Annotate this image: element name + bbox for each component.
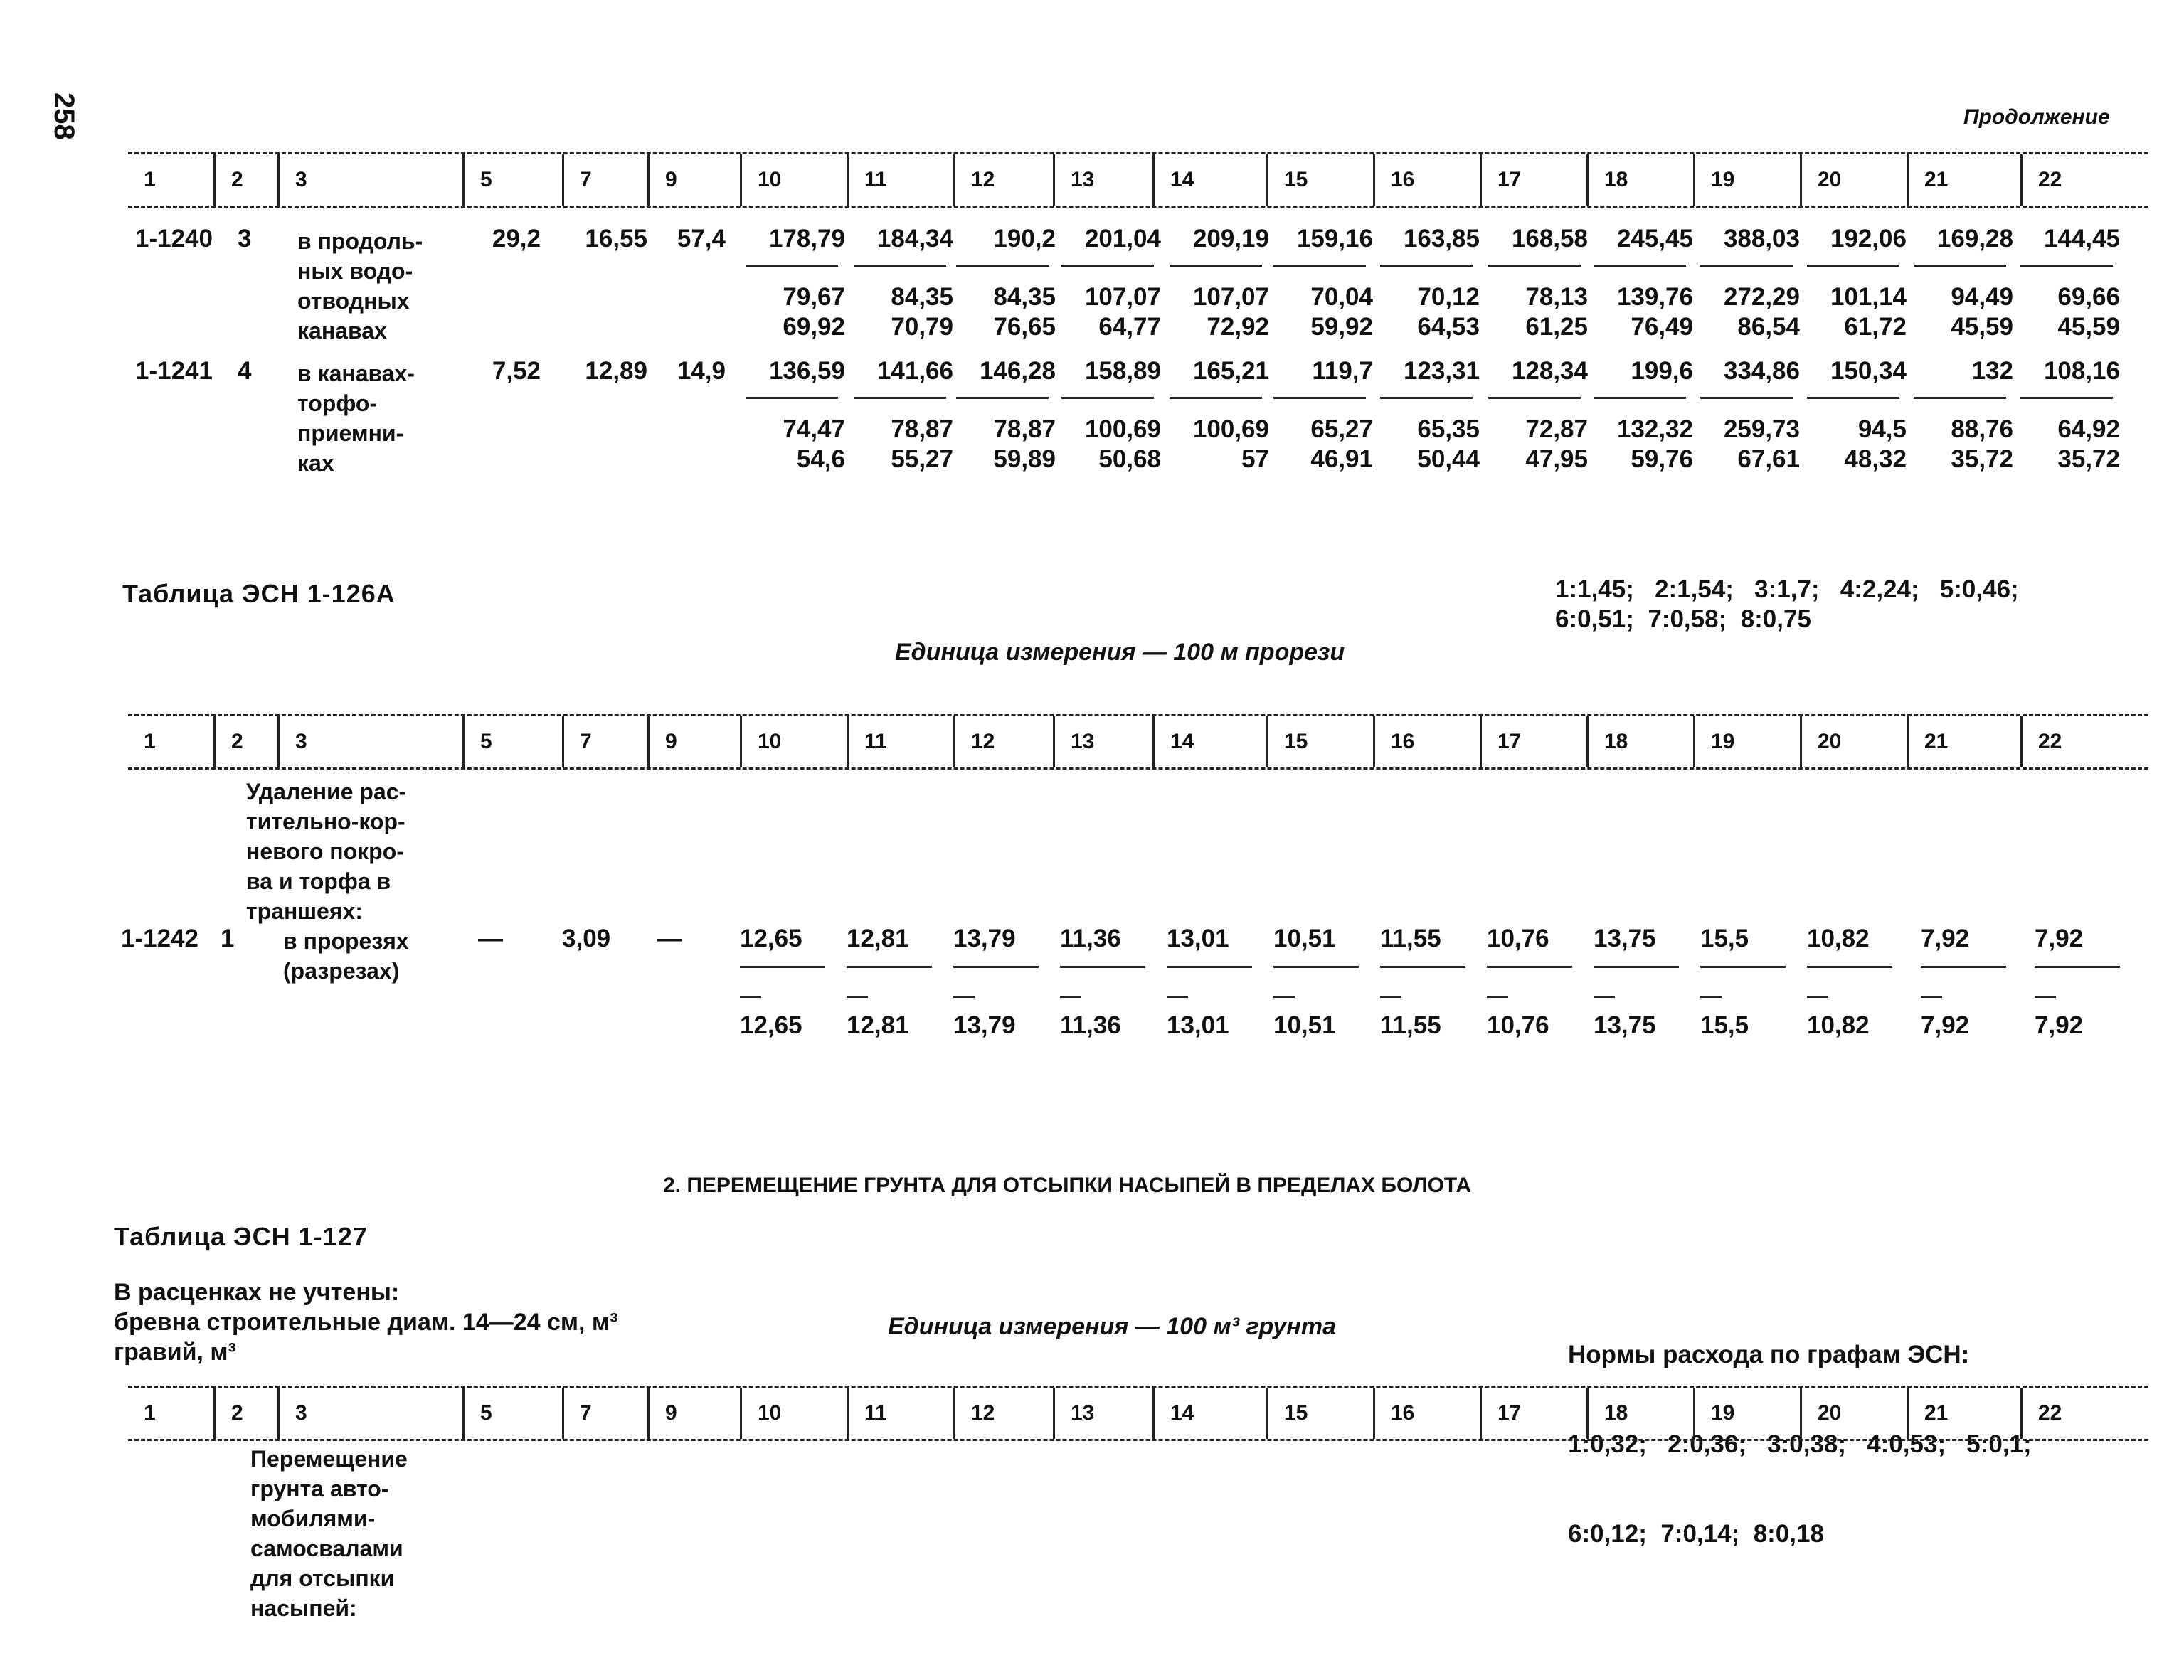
header-col-18: 18	[1586, 716, 1693, 767]
fraction-dash	[1487, 996, 1508, 998]
fraction-dash	[1380, 996, 1401, 998]
cell-col7: 12,89	[585, 357, 647, 385]
fraction-line	[1487, 966, 1572, 968]
table2-coef-line2: 6:0,51; 7:0,58; 8:0,75	[1555, 605, 1811, 633]
header-col-19: 19	[1693, 716, 1800, 767]
fraction-line	[1060, 966, 1145, 968]
cell-top: 168,58	[1511, 225, 1588, 252]
cell-mid: 259,73	[1723, 415, 1800, 443]
header-col-18: 18	[1586, 154, 1693, 206]
row-num: 1	[221, 925, 235, 952]
cell-col9: 14,9	[677, 357, 726, 385]
cell-mid: 70,04	[1310, 283, 1373, 311]
cell-mid: 64,92	[2057, 415, 2120, 443]
cell-bot: 70,79	[891, 313, 953, 341]
table3-desc	[250, 1444, 408, 1623]
cell-top: 10,51	[1273, 925, 1336, 952]
cell-top: 10,82	[1807, 925, 1870, 952]
fraction-line	[1167, 966, 1252, 968]
cell-bot: 35,72	[2057, 445, 2120, 473]
cell-bot: 10,51	[1273, 1011, 1336, 1039]
cell-bot: 54,6	[796, 445, 845, 473]
fraction-dash	[1700, 996, 1722, 998]
cell-mid: 139,76	[1616, 283, 1693, 311]
cell-bot: 57	[1241, 445, 1269, 473]
header-col-13: 13	[1053, 1388, 1152, 1439]
fraction-line	[854, 265, 946, 267]
fraction-dash	[847, 996, 868, 998]
fraction-dash	[2035, 996, 2056, 998]
desc-line: в канавах-	[297, 361, 415, 386]
fraction-line	[854, 397, 946, 399]
cell-bot: 72,92	[1207, 313, 1269, 341]
desc-line: канавах	[297, 318, 387, 344]
fraction-line	[1914, 265, 2006, 267]
cell-bot: 55,27	[891, 445, 953, 473]
fraction-line	[956, 397, 1049, 399]
cell-bot: 46,91	[1310, 445, 1373, 473]
cell-mid: 101,14	[1830, 283, 1907, 311]
cell-mid: 94,5	[1857, 415, 1907, 443]
cell-mid: 132,32	[1616, 415, 1693, 443]
desc-line: для отсыпки	[250, 1565, 395, 1591]
cell-bot: 45,59	[2057, 313, 2120, 341]
fraction-line	[1921, 966, 2006, 968]
fraction-line	[1273, 397, 1366, 399]
cell-col9: —	[657, 925, 682, 952]
fraction-line	[1807, 966, 1892, 968]
fraction-line	[847, 966, 932, 968]
desc-line: отводных	[297, 288, 410, 314]
cell-top: 7,92	[2035, 925, 2084, 952]
fraction-line	[1594, 397, 1686, 399]
cell-bot: 45,59	[1951, 313, 2013, 341]
header-col-15: 15	[1266, 716, 1373, 767]
fraction-line	[1914, 397, 2006, 399]
cell-mid: 72,87	[1525, 415, 1588, 443]
cell-top: 15,5	[1700, 925, 1749, 952]
cell-mid: 100,69	[1084, 415, 1161, 443]
cell-top: 10,76	[1487, 925, 1549, 952]
header-col-1: 1	[144, 730, 156, 753]
cell-bot: 59,89	[993, 445, 1056, 473]
cell-mid: 84,35	[891, 283, 953, 311]
continuation-label: Продолжение	[1963, 105, 2110, 129]
fraction-dash	[1921, 996, 1942, 998]
header-col-2: 2	[213, 1388, 277, 1439]
cell-top: 178,79	[768, 225, 845, 252]
header-col-18: 18	[1586, 1388, 1693, 1439]
fraction-line	[1807, 265, 1899, 267]
header-col-2: 2	[213, 716, 277, 767]
fraction-line	[956, 265, 1049, 267]
cell-top: 146,28	[979, 357, 1056, 385]
not-included-line: В расценках не учтены:	[114, 1279, 400, 1306]
table3-header	[128, 1386, 2148, 1441]
cell-top: 388,03	[1723, 225, 1800, 252]
cell-bot: 13,01	[1167, 1011, 1229, 1039]
cell-mid: 78,87	[891, 415, 953, 443]
cell-bot: 35,72	[1951, 445, 2013, 473]
row-desc	[297, 226, 423, 346]
cell-top: 132	[1971, 357, 2013, 385]
desc-line: Удаление рас-	[246, 779, 407, 804]
desc-line: грунта авто-	[250, 1476, 389, 1501]
header-col-3: 3	[277, 716, 462, 767]
header-col-12: 12	[953, 154, 1053, 206]
header-col-16: 16	[1373, 716, 1480, 767]
cell-bot: 76,65	[993, 313, 1056, 341]
header-col-21: 21	[1907, 154, 2020, 206]
fraction-dash	[953, 996, 975, 998]
cell-bot: 12,65	[740, 1011, 802, 1039]
header-col-20: 20	[1800, 154, 1907, 206]
not-included-line: бревна строительные диам. 14—24 см, м³	[114, 1309, 618, 1336]
fraction-line	[740, 966, 825, 968]
row-code: 1-1240	[135, 225, 213, 252]
cell-bot: 50,44	[1417, 445, 1480, 473]
cell-bot: 7,92	[2035, 1011, 2084, 1039]
header-col-7: 7	[562, 154, 647, 206]
header-col-12: 12	[953, 716, 1053, 767]
header-col-9: 9	[647, 154, 740, 206]
cell-bot: 69,92	[783, 313, 845, 341]
header-col-12: 12	[953, 1388, 1053, 1439]
cell-top: 169,28	[1936, 225, 2013, 252]
cell-mid: 272,29	[1723, 283, 1800, 311]
header-col-22: 22	[2020, 1388, 2148, 1439]
fraction-line	[1380, 966, 1465, 968]
fraction-line	[1380, 397, 1473, 399]
header-col-17: 17	[1480, 716, 1586, 767]
header-col-5: 5	[462, 154, 562, 206]
cell-mid: 84,35	[993, 283, 1056, 311]
cell-top: 11,55	[1380, 925, 1441, 952]
header-col-17: 17	[1480, 1388, 1586, 1439]
norms-line: Нормы расхода по графам ЭСН:	[1568, 1341, 1970, 1368]
desc-line: приемни-	[297, 420, 404, 446]
cell-bot: 64,53	[1417, 313, 1480, 341]
header-col-9: 9	[647, 716, 740, 767]
fraction-line	[1170, 397, 1262, 399]
header-col-7: 7	[562, 716, 647, 767]
row-desc	[283, 926, 409, 986]
desc-line: самосвалами	[250, 1536, 403, 1561]
header-col-2: 2	[213, 154, 277, 206]
cell-mid: 107,07	[1084, 283, 1161, 311]
desc-line: ных водо-	[297, 258, 413, 284]
cell-mid: 78,87	[993, 415, 1056, 443]
table3-unit: Единица измерения — 100 м³ грунта	[888, 1313, 1336, 1340]
table2-unit: Единица измерения — 100 м прорези	[895, 639, 1345, 666]
cell-top: 12,65	[740, 925, 802, 952]
cell-bot: 50,68	[1098, 445, 1161, 473]
cell-bot: 59,76	[1631, 445, 1693, 473]
cell-bot: 47,95	[1525, 445, 1588, 473]
desc-line: в прорезях	[283, 928, 409, 954]
cell-top: 165,21	[1192, 357, 1269, 385]
fraction-line	[1594, 966, 1679, 968]
cell-bot: 15,5	[1700, 1011, 1749, 1039]
fraction-line	[2035, 966, 2120, 968]
cell-bot: 48,32	[1844, 445, 1907, 473]
header-col-15: 15	[1266, 1388, 1373, 1439]
header-col-10: 10	[740, 716, 847, 767]
fraction-line	[1700, 966, 1786, 968]
cell-bot: 13,75	[1594, 1011, 1656, 1039]
cell-col5: 7,52	[492, 357, 541, 385]
cell-mid: 78,13	[1525, 283, 1588, 311]
cell-col5: —	[478, 925, 503, 952]
section2-heading: 2. ПЕРЕМЕЩЕНИЕ ГРУНТА ДЛЯ ОТСЫПКИ НАСЫПЕЙ В ПРЕДЕЛАХ БОЛОТА	[663, 1174, 1472, 1197]
cell-col5: 29,2	[492, 225, 541, 252]
header-col-21: 21	[1907, 716, 2020, 767]
table3-title: Таблица ЭСН 1-127	[114, 1222, 368, 1251]
cell-mid: 74,47	[783, 415, 845, 443]
not-included-line: гравий, м³	[114, 1339, 236, 1366]
desc-line: тительно-кор-	[246, 809, 405, 834]
fraction-line	[2020, 397, 2113, 399]
cell-bot: 12,81	[847, 1011, 909, 1039]
cell-top: 141,66	[876, 357, 953, 385]
header-col-19: 19	[1693, 1388, 1800, 1439]
cell-bot: 11,36	[1060, 1011, 1121, 1039]
header-col-3: 3	[277, 154, 462, 206]
cell-top: 201,04	[1084, 225, 1161, 252]
header-col-16: 16	[1373, 154, 1480, 206]
header-col-9: 9	[647, 1388, 740, 1439]
header-col-15: 15	[1266, 154, 1373, 206]
cell-mid: 94,49	[1951, 283, 2013, 311]
cell-top: 7,92	[1921, 925, 1970, 952]
header-col-14: 14	[1152, 716, 1266, 767]
fraction-line	[1700, 397, 1793, 399]
cell-bot: 76,49	[1631, 313, 1693, 341]
cell-bot: 13,79	[953, 1011, 1016, 1039]
row-num: 3	[238, 225, 252, 252]
header-col-22: 22	[2020, 154, 2148, 206]
fraction-dash	[740, 996, 761, 998]
cell-top: 245,45	[1616, 225, 1693, 252]
header-col-1: 1	[144, 168, 156, 191]
desc-line: мобилями-	[250, 1506, 376, 1531]
table1-header	[128, 152, 2148, 208]
header-col-11: 11	[847, 1388, 953, 1439]
page-number: 258	[48, 92, 80, 140]
header-col-14: 14	[1152, 154, 1266, 206]
cell-bot: 61,25	[1525, 313, 1588, 341]
cell-top: 163,85	[1403, 225, 1480, 252]
cell-bot: 67,61	[1737, 445, 1800, 473]
cell-bot: 10,82	[1807, 1011, 1870, 1039]
cell-top: 144,45	[2043, 225, 2120, 252]
cell-top: 199,6	[1631, 357, 1693, 385]
cell-mid: 107,07	[1192, 283, 1269, 311]
cell-top: 128,34	[1511, 357, 1588, 385]
cell-top: 13,79	[953, 925, 1016, 952]
header-col-20: 20	[1800, 1388, 1907, 1439]
desc-line: ках	[297, 450, 334, 476]
fraction-line	[2020, 265, 2113, 267]
table2-section-desc	[246, 777, 406, 926]
fraction-line	[746, 265, 838, 267]
header-col-22: 22	[2020, 716, 2148, 767]
fraction-dash	[1060, 996, 1081, 998]
fraction-line	[1061, 265, 1154, 267]
cell-top: 158,89	[1084, 357, 1161, 385]
header-col-19: 19	[1693, 154, 1800, 206]
cell-mid: 65,35	[1417, 415, 1480, 443]
table2-coef-line1: 1:1,45; 2:1,54; 3:1,7; 4:2,24; 5:0,46;	[1555, 575, 2019, 603]
fraction-line	[1061, 397, 1154, 399]
desc-line: насыпей:	[250, 1595, 357, 1621]
cell-bot: 59,92	[1310, 313, 1373, 341]
desc-line: траншеях:	[246, 898, 363, 924]
header-col-16: 16	[1373, 1388, 1480, 1439]
cell-top: 334,86	[1723, 357, 1800, 385]
cell-mid: 100,69	[1192, 415, 1269, 443]
header-col-13: 13	[1053, 716, 1152, 767]
header-col-14: 14	[1152, 1388, 1266, 1439]
desc-line: (разрезах)	[283, 958, 400, 984]
fraction-line	[1488, 397, 1581, 399]
row-desc	[297, 358, 415, 478]
fraction-line	[1488, 265, 1581, 267]
header-col-5: 5	[462, 716, 562, 767]
header-col-17: 17	[1480, 154, 1586, 206]
cell-col7: 16,55	[585, 225, 647, 252]
cell-top: 13,01	[1167, 925, 1229, 952]
row-num: 4	[238, 357, 252, 385]
cell-top: 136,59	[768, 357, 845, 385]
header-col-21: 21	[1907, 1388, 2020, 1439]
cell-top: 192,06	[1830, 225, 1907, 252]
cell-top: 159,16	[1296, 225, 1373, 252]
cell-top: 11,36	[1060, 925, 1121, 952]
table2-header	[128, 714, 2148, 770]
cell-top: 13,75	[1594, 925, 1656, 952]
header-col-11: 11	[847, 716, 953, 767]
header-col-7: 7	[562, 1388, 647, 1439]
cell-top: 190,2	[993, 225, 1056, 252]
cell-mid: 70,12	[1417, 283, 1480, 311]
cell-top: 123,31	[1403, 357, 1480, 385]
fraction-line	[1273, 966, 1359, 968]
desc-line: Перемещение	[250, 1446, 408, 1472]
fraction-line	[1273, 265, 1366, 267]
header-col-10: 10	[740, 154, 847, 206]
fraction-dash	[1594, 996, 1615, 998]
cell-bot: 7,92	[1921, 1011, 1970, 1039]
desc-line: в продоль-	[297, 228, 423, 254]
cell-bot: 11,55	[1380, 1011, 1441, 1039]
cell-top: 108,16	[2043, 357, 2120, 385]
norms-line: 6:0,12; 7:0,14; 8:0,18	[1568, 1520, 1824, 1548]
fraction-line	[1380, 265, 1473, 267]
cell-top: 150,34	[1830, 357, 1907, 385]
norms-line: 1:0,32; 2:0,36; 3:0,38; 4:0,53; 5:0,1;	[1568, 1430, 2032, 1458]
fraction-line	[1700, 265, 1793, 267]
fraction-line	[1807, 397, 1899, 399]
row-code: 1-1242	[121, 925, 198, 952]
desc-line: ва и торфа в	[246, 868, 391, 894]
cell-mid: 88,76	[1951, 415, 2013, 443]
table2-title: Таблица ЭСН 1-126А	[122, 579, 396, 608]
desc-line: торфо-	[297, 390, 378, 416]
not-included-block	[114, 1277, 617, 1367]
cell-bot: 64,77	[1098, 313, 1161, 341]
cell-bot: 86,54	[1737, 313, 1800, 341]
header-col-1: 1	[144, 1401, 156, 1425]
fraction-dash	[1807, 996, 1828, 998]
cell-col7: 3,09	[562, 925, 611, 952]
cell-top: 184,34	[876, 225, 953, 252]
cell-col9: 57,4	[677, 225, 726, 252]
header-col-11: 11	[847, 154, 953, 206]
header-col-3: 3	[277, 1388, 462, 1439]
cell-mid: 65,27	[1310, 415, 1373, 443]
cell-top: 119,7	[1312, 357, 1373, 385]
header-col-13: 13	[1053, 154, 1152, 206]
fraction-dash	[1167, 996, 1188, 998]
cell-mid: 69,66	[2057, 283, 2120, 311]
fraction-line	[1170, 265, 1262, 267]
fraction-dash	[1273, 996, 1295, 998]
header-col-20: 20	[1800, 716, 1907, 767]
cell-bot: 10,76	[1487, 1011, 1549, 1039]
cell-top: 209,19	[1192, 225, 1269, 252]
fraction-line	[953, 966, 1039, 968]
cell-bot: 61,72	[1844, 313, 1907, 341]
cell-top: 12,81	[847, 925, 909, 952]
row-code: 1-1241	[135, 357, 213, 385]
desc-line: невого покро-	[246, 839, 404, 864]
cell-mid: 79,67	[783, 283, 845, 311]
header-col-5: 5	[462, 1388, 562, 1439]
fraction-line	[746, 397, 838, 399]
fraction-line	[1594, 265, 1686, 267]
header-col-10: 10	[740, 1388, 847, 1439]
